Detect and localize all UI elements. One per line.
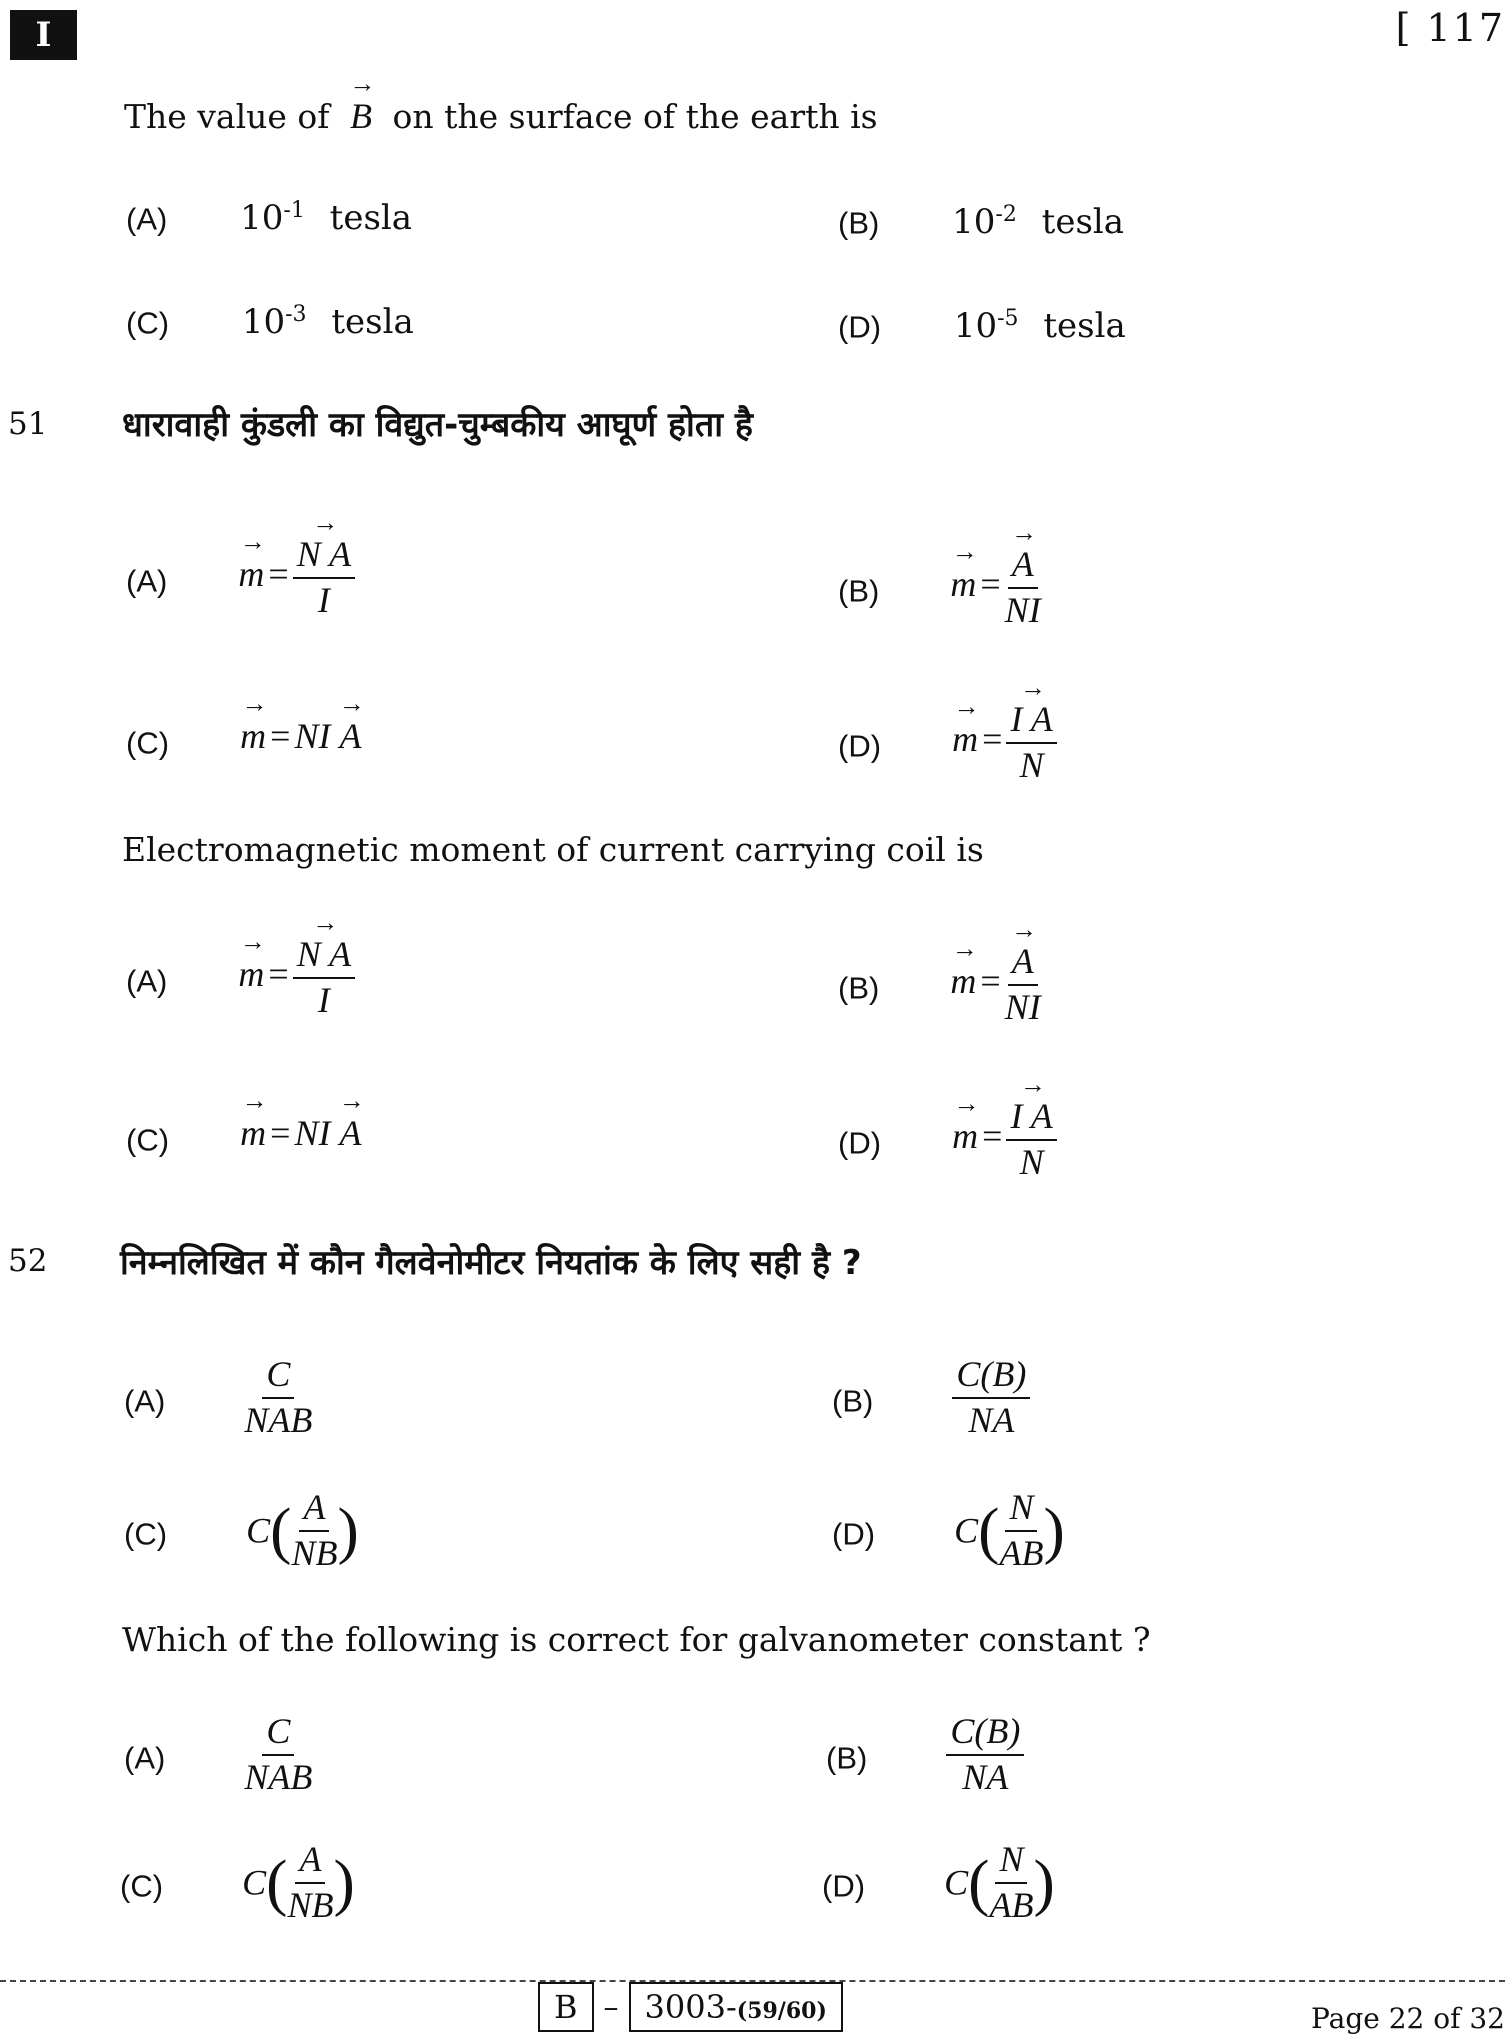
q52-hi-option-b[interactable]: (B) $\frac{C(B)}{NA}$ bbox=[832, 1355, 1030, 1440]
q52-en-option-c[interactable]: (C) C( $\frac{A}{NB}$ ) bbox=[120, 1839, 355, 1925]
q50-option-c[interactable]: (C) $10^{-3}$ tesla bbox=[126, 302, 414, 343]
q52-stem-hindi: निम्नलिखित में कौन गैलवेनोमीटर नियतांक के लिए सही है ? bbox=[120, 1243, 862, 1283]
q52-stem-english: Which of the following is correct for galvanometer constant ? bbox=[122, 1620, 1151, 1659]
booklet-code: [ 117 bbox=[1395, 6, 1505, 50]
q52-hi-option-c[interactable]: (C) C( $\frac{A}{NB}$ ) bbox=[124, 1487, 359, 1573]
q52-en-option-d[interactable]: (D) C( $\frac{N}{AB}$ ) bbox=[822, 1839, 1055, 1925]
section-badge: I bbox=[10, 10, 77, 60]
page-number: Page 22 of 32 bbox=[1311, 2002, 1505, 2035]
series-box: B bbox=[538, 1982, 594, 2032]
q51-en-option-d[interactable]: (D) → m = → $\frac{\text{I A}}{N}$ bbox=[838, 1097, 1057, 1182]
q52-en-option-b[interactable]: (B) $\frac{C(B)}{NA}$ bbox=[826, 1712, 1024, 1797]
q51-en-option-a[interactable]: (A) → m = → $\frac{\text{N A}}{I}$ bbox=[126, 935, 355, 1020]
q52-en-option-a[interactable]: (A) $\frac{C}{\text{NAB}}$ bbox=[124, 1711, 313, 1797]
q52-hi-option-a[interactable]: (A) $\frac{C}{\text{NAB}}$ bbox=[124, 1354, 313, 1440]
q51-hi-option-b[interactable]: (B) → m = → $\frac{A}{NI}$ bbox=[838, 545, 1041, 630]
q51-en-option-c[interactable]: (C) → m = NI → A bbox=[126, 1112, 361, 1159]
footer-code bbox=[538, 1982, 843, 2032]
q50-option-a[interactable]: (A) $10^{-1}$ tesla bbox=[126, 198, 413, 239]
q51-en-option-b[interactable]: (B) → m = → $\frac{A}{NI}$ bbox=[838, 942, 1041, 1027]
q52-number: 52 bbox=[8, 1243, 48, 1279]
q51-hi-option-a[interactable]: (A) → m = → $\frac{\text{N A}}{I}$ bbox=[126, 535, 355, 620]
q51-hi-option-c[interactable]: (C) → m = NI → A bbox=[126, 715, 361, 762]
q51-number: 51 bbox=[8, 406, 48, 442]
vector-b: → B bbox=[350, 95, 372, 137]
q51-stem-hindi: धारावाही कुंडली का विद्युत-चुम्बकीय आघूर्ण होता है bbox=[122, 405, 753, 445]
q50-option-b[interactable]: (B) $10^{-2}$ tesla bbox=[838, 202, 1125, 243]
q51-hi-option-d[interactable]: (D) → m = → $\frac{\text{I A}}{N}$ bbox=[838, 700, 1057, 785]
q50-option-d[interactable]: (D) $10^{-5}$ tesla bbox=[838, 306, 1126, 347]
footer-dash: – bbox=[603, 1989, 619, 2025]
q51-stem-english: Electromagnetic moment of current carrying coil is bbox=[122, 830, 984, 869]
q50-stem: The value of → B on the surface of the earth is bbox=[124, 95, 878, 137]
paper-code-box: 3003-(59/60) bbox=[629, 1982, 843, 2032]
q52-hi-option-d[interactable]: (D) C( $\frac{N}{AB}$ ) bbox=[832, 1487, 1065, 1573]
